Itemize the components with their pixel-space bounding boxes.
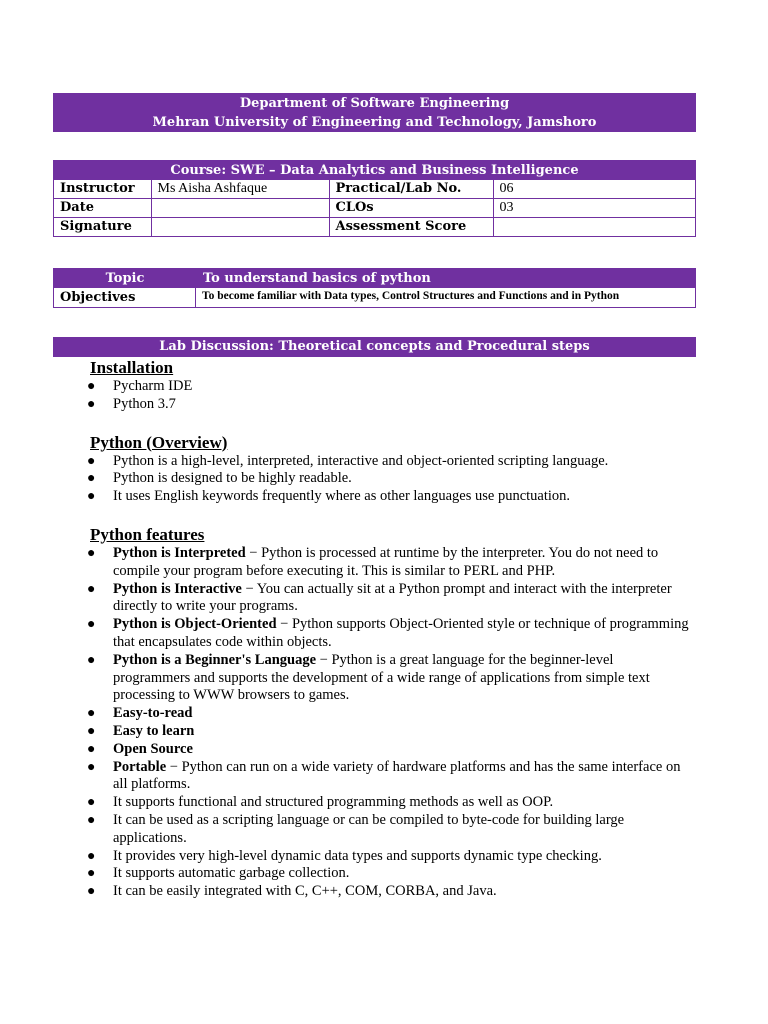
feature-item — [87, 580, 690, 617]
bullet-icon: ● — [87, 471, 96, 487]
clos-label: CLOs — [329, 199, 493, 218]
topic-label: Topic — [105, 271, 145, 286]
bullet-icon: ● — [87, 652, 96, 668]
list-item — [87, 452, 690, 471]
list-item-text: It uses English keywords frequently where as other languages use punctuation. — [113, 488, 571, 505]
date-value — [151, 199, 329, 218]
feature-name: Easy to learn — [113, 722, 195, 739]
signature-label: Signature — [54, 218, 151, 237]
features-heading: Python features — [90, 524, 205, 544]
list-item — [87, 395, 690, 414]
list-item-text: Python 3.7 — [113, 395, 176, 412]
feature-name: Easy-to-read — [113, 705, 193, 722]
list-item-text: Python is designed to be highly readable. — [113, 470, 352, 487]
bullet-icon: ● — [87, 812, 96, 828]
feature-item — [87, 811, 690, 848]
bullet-icon: ● — [87, 706, 96, 722]
table-row — [54, 180, 695, 199]
assessment-score-value — [493, 218, 695, 237]
list-item — [87, 470, 690, 488]
list-item — [87, 488, 690, 506]
bullet-icon: ● — [87, 866, 96, 882]
feature-name: Python is Interactive — [113, 580, 242, 597]
feature-description: − You can actually sit at a Python prompt and interact with the interpreter directly to write your programs. — [113, 580, 672, 615]
bullet-icon: ● — [87, 545, 96, 561]
feature-description: It can be used as a scripting language or can be compiled to byte-code for building large applications. — [113, 811, 625, 846]
feature-description: It supports automatic garbage collection. — [113, 865, 350, 882]
course-title: Course: SWE – Data Analytics and Business Intelligence — [54, 161, 695, 180]
topic-table — [53, 268, 696, 308]
assessment-score-label: Assessment Score — [329, 218, 493, 237]
feature-item — [87, 544, 690, 581]
bullet-icon: ● — [87, 617, 96, 633]
feature-item — [87, 847, 690, 866]
bullet-icon: ● — [87, 884, 96, 900]
feature-item — [87, 651, 690, 705]
objectives-row — [54, 288, 695, 307]
list-item — [87, 378, 690, 396]
feature-item — [87, 705, 690, 723]
list-item-text: Python is a high-level, interpreted, interactive and object-oriented scripting language. — [113, 452, 609, 469]
instructor-label: Instructor — [54, 180, 151, 199]
feature-name: Portable — [113, 758, 167, 775]
feature-item — [87, 794, 690, 812]
lab-number-value: 06 — [493, 180, 695, 199]
feature-name: Python is Interpreted — [113, 544, 246, 561]
lab-number-label: Practical/Lab No. — [329, 180, 493, 199]
signature-value — [151, 218, 329, 237]
course-info-table — [53, 160, 696, 237]
bullet-icon: ● — [87, 396, 96, 412]
instructor-value: Ms Aisha Ashfaque — [151, 180, 329, 199]
bullet-icon: ● — [87, 453, 96, 469]
topic-value: To understand basics of python — [203, 271, 431, 286]
table-row — [54, 199, 695, 218]
bullet-icon: ● — [87, 741, 96, 757]
feature-description: − Python can run on a wide variety of hardware platforms and has the same interface on all platforms. — [113, 758, 681, 793]
feature-description: − Python is a great language for the beginner-level programmers and supports the development of a wide range of applications from simple text processing to WWW browsers to games. — [113, 651, 650, 704]
feature-item — [87, 740, 690, 759]
university-name: Mehran University of Engineering and Technology, Jamshoro — [152, 115, 597, 130]
feature-description: − Python is processed at runtime by the interpreter. You do not need to compile your program before executing it. This is similar to PERL and PHP. — [113, 544, 659, 579]
feature-item — [87, 865, 690, 883]
feature-item — [87, 883, 690, 901]
feature-item — [87, 758, 690, 795]
feature-item — [87, 616, 690, 652]
feature-name: Python is a Beginner's Language — [113, 651, 317, 668]
lab-content — [87, 358, 690, 901]
topic-row — [54, 269, 695, 288]
feature-name: Python is Object-Oriented — [113, 616, 277, 633]
bullet-icon: ● — [87, 795, 96, 811]
course-details-grid — [54, 180, 695, 236]
bullet-icon: ● — [87, 759, 96, 775]
installation-list — [87, 378, 690, 414]
overview-heading: Python (Overview) — [90, 432, 228, 452]
bullet-icon: ● — [87, 848, 96, 864]
feature-name: Open Source — [113, 740, 193, 757]
objectives-label: Objectives — [54, 288, 196, 307]
list-item-text: Pycharm IDE — [113, 378, 193, 394]
bullet-icon: ● — [87, 489, 96, 505]
feature-description: It provides very high-level dynamic data types and supports dynamic type checking. — [113, 847, 602, 864]
bullet-icon: ● — [87, 379, 96, 394]
bullet-icon: ● — [87, 581, 96, 597]
clos-value: 03 — [493, 199, 695, 218]
feature-item — [87, 722, 690, 741]
feature-description: − Python supports Object-Oriented style or technique of programming that encapsulates code within objects. — [113, 616, 689, 650]
feature-description: It supports functional and structured programming methods as well as OOP. — [113, 794, 554, 811]
date-label: Date — [54, 199, 151, 218]
overview-list — [87, 452, 690, 506]
bullet-icon: ● — [87, 723, 96, 739]
table-row — [54, 218, 695, 237]
lab-discussion-title: Lab Discussion: Theoretical concepts and Procedural steps — [53, 337, 696, 357]
objectives-value: To become familiar with Data types, Control Structures and Functions and in Python — [202, 290, 620, 302]
installation-heading: Installation — [90, 358, 174, 377]
department-name: Department of Software Engineering — [239, 96, 510, 111]
features-list — [87, 544, 690, 901]
department-header — [53, 93, 696, 132]
feature-description: It can be easily integrated with C, C++, COM, CORBA, and Java. — [113, 883, 497, 900]
